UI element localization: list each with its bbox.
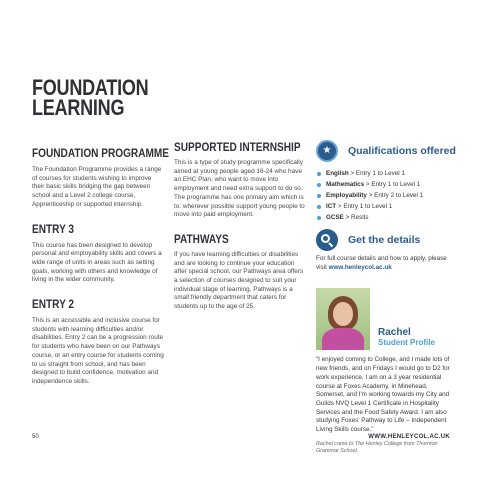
list-item bbox=[316, 190, 450, 201]
student-profile-label: Student Profile bbox=[378, 338, 435, 348]
details-text-body: For full course details and how to apply, please visit bbox=[316, 255, 447, 271]
student-photo bbox=[316, 288, 370, 350]
qualification-name: English bbox=[326, 170, 349, 177]
supported-internship-heading: SUPPORTED INTERNSHIP bbox=[174, 140, 301, 154]
qualification-detail: > Entry 1 to Level 1 bbox=[364, 181, 421, 188]
qualification-detail: > Entry 1 to Level 1 bbox=[348, 170, 405, 177]
section-pathways bbox=[174, 232, 306, 312]
list-item bbox=[316, 168, 450, 179]
qualification-detail: > Entry 1 to Level 1 bbox=[336, 203, 393, 210]
student-quote: “I enjoyed coming to College, and I made lots of new friends, and on Fridays I would go to D2 for work experience. I am on a 3 year residential course at Foxes Academy, in Minehead, Somerset, and I'm working towards my City and Guilds NVQ Level 1 Certificate in Hospitality Services and the Food Safety Award. I am also studying Foxes' Pathway to Life – Independent Living Skills course.” bbox=[316, 356, 450, 434]
page-title-line-2: LEARNING bbox=[32, 95, 125, 120]
qualification-name: Employability bbox=[326, 192, 367, 199]
column-right bbox=[316, 140, 456, 456]
entry-2-text: This is an accessible and inclusive course for students with learning difficulties and/or disabilities. Entry 2 can be a progression route for students who have been on our Pathways course, or an entry course for students coming to us straight from school, and has been designed to build confidence, motivation and independence skills. bbox=[32, 317, 164, 385]
foundation-programme-heading: FOUNDATION PROGRAMME bbox=[32, 146, 170, 160]
details-header bbox=[316, 229, 450, 251]
qualification-detail: > Resits bbox=[343, 214, 369, 221]
section-foundation-programme bbox=[32, 146, 170, 210]
qualification-name: GCSE bbox=[326, 214, 344, 221]
page-number: 50 bbox=[32, 434, 39, 440]
section-entry-3 bbox=[32, 222, 164, 286]
foundation-programme-text: The Foundation Programme provides a range of courses for students wishing to improve their basic skills bridging the gap between school and a Level 2 college course, Apprenticeship or supported internship. bbox=[32, 166, 162, 208]
qualifications-list bbox=[316, 168, 450, 223]
list-item bbox=[316, 201, 450, 212]
qualification-detail: > Entry 2 to Level 1 bbox=[366, 192, 424, 199]
section-entry-2 bbox=[32, 297, 164, 387]
pathways-heading: PATHWAYS bbox=[174, 231, 229, 246]
supported-internship-text: This is a type of study programme specifically aimed at young people aged 16-24 who have an EHC Plan, who want to move into employment and need extra support to do so. The programme has one primary aim which is to: wherever possible support young people to move into paid employment. bbox=[174, 159, 305, 219]
entry-3-text: This course has been designed to develop personal and employability skills and covers a wide range of units in areas such as setting goals, working with others and knowledge of living in the wider community. bbox=[32, 241, 162, 284]
student-name: Rachel bbox=[378, 327, 411, 339]
list-item bbox=[316, 179, 450, 190]
profile-meta bbox=[378, 288, 435, 350]
column-left bbox=[32, 146, 170, 387]
qualifications-header bbox=[316, 140, 456, 162]
search-icon bbox=[316, 229, 338, 251]
qualification-name: ICT bbox=[326, 203, 337, 210]
website-link[interactable]: www.henleycol.ac.uk bbox=[328, 263, 392, 271]
entry-2-heading: ENTRY 2 bbox=[32, 297, 75, 312]
entry-3-heading: ENTRY 3 bbox=[32, 221, 75, 236]
medal-icon bbox=[316, 140, 338, 162]
footer-website[interactable]: WWW.HENLEYCOL.AC.UK bbox=[368, 434, 450, 440]
details-title: Get the details bbox=[348, 234, 421, 246]
pathways-text: If you have learning difficulties or disabilities and are looking to continue your education after special school, our Pathways area offers a selection of courses designed to suit your individual stage of learning. Pathways is a small friendly department that caters for students up to the age of 25. bbox=[174, 250, 304, 311]
student-profile-header bbox=[316, 288, 450, 350]
page-title-line-1: FOUNDATION bbox=[32, 75, 149, 100]
list-item bbox=[316, 212, 450, 223]
details-text bbox=[316, 255, 450, 272]
section-supported-internship bbox=[174, 140, 306, 220]
student-caption: Rachel came to The Henley College from Thornton Grammar School. bbox=[316, 440, 438, 455]
qualifications-title: Qualifications offered bbox=[348, 145, 456, 157]
qualification-name: Mathematics bbox=[326, 181, 365, 188]
page-title bbox=[32, 75, 149, 120]
column-middle bbox=[174, 140, 306, 312]
